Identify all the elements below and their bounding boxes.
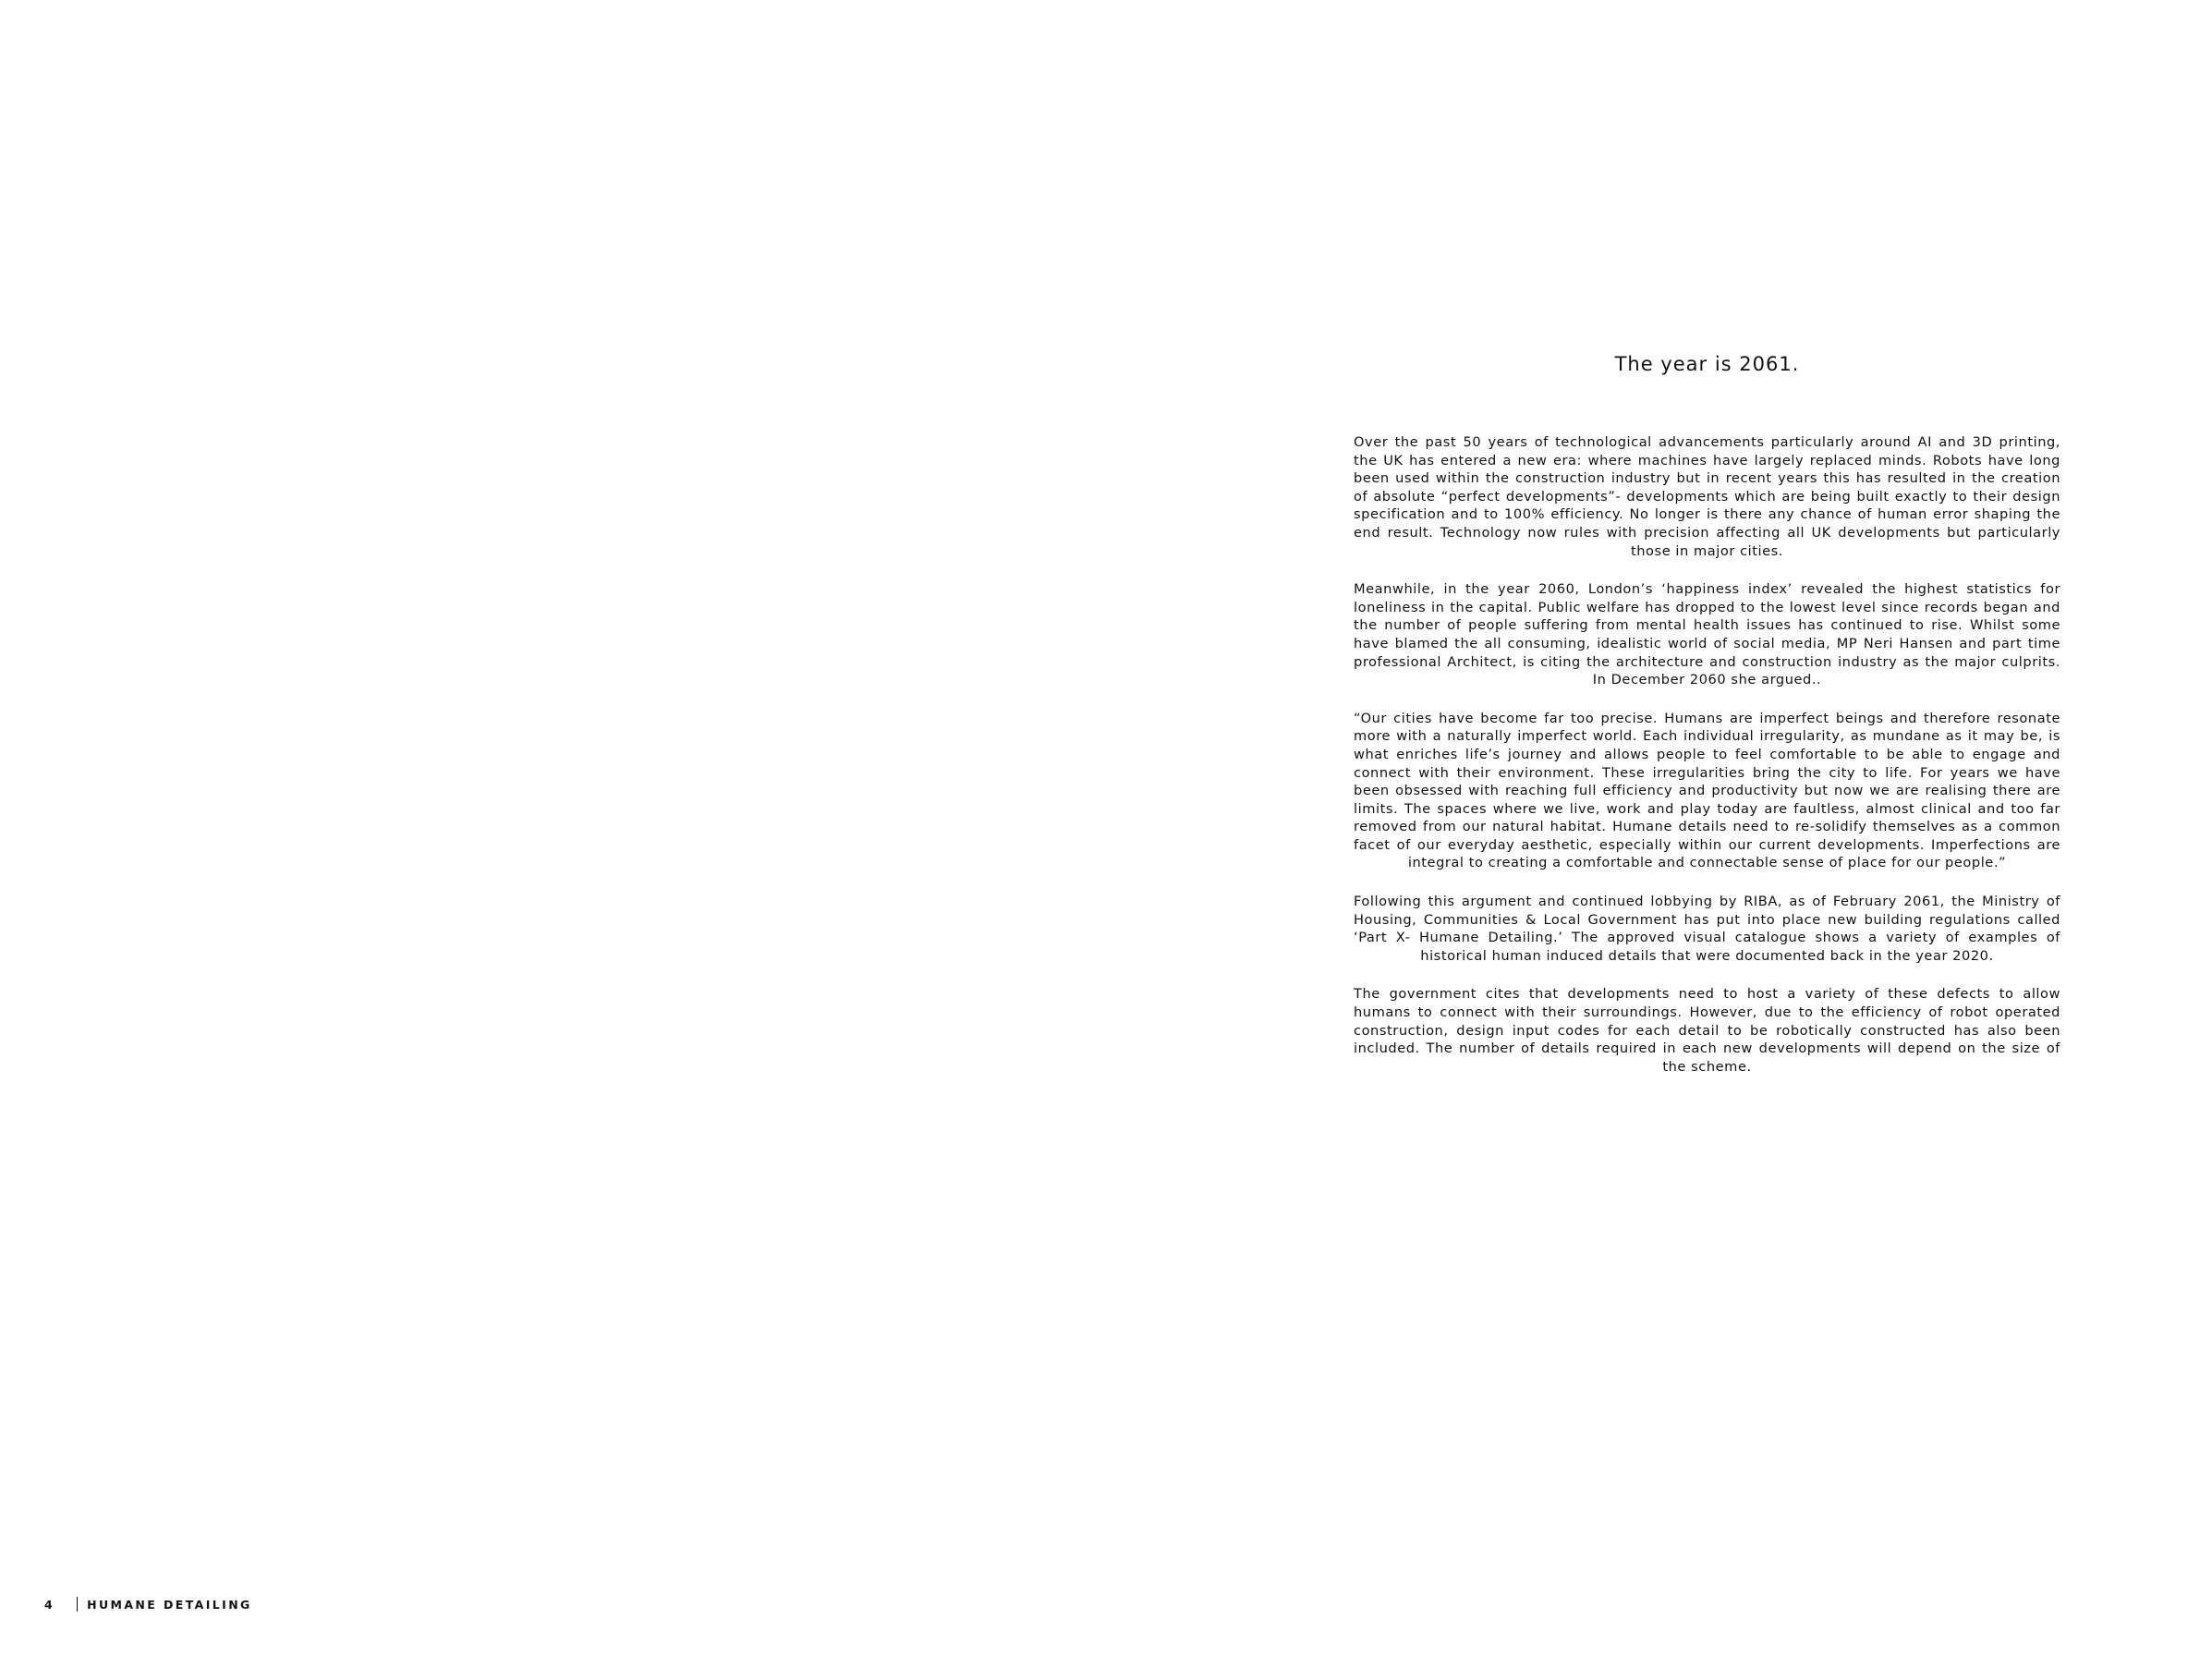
paragraph-quote: “Our cities have become far too precise. Humans are imperfect beings and therefore resonate more with a naturally imperfect world. Each individual irregularity, as mundane as it may be, is what enriches life’s journey and allows people to feel comfortable to be able to engage and connect with their environment. These irregularities bring the city to life. For years we have been obsessed with reaching full efficiency and productivity but now we are realising there are limits. The spaces where we live, work and play today are faultless, almost clinical and too far removed from our natural habitat. Humane details need to re-solidify themselves as a common facet of our everyday aesthetic, especially within our current developments. Imperfections are integral to creating a comfortable and connectable sense of place for our people.” (1354, 710, 2060, 871)
paragraph-regulations: Following this argument and continued lobbying by RIBA, as of February 2061, the Ministry of Housing, Communities & Local Government has put into place new building regulations called ‘Part X- Humane Detailing.’ The approved visual catalogue shows a variety of examples of historical human induced details that were documented back in the year 2020. (1354, 894, 2060, 964)
paragraph-intro: Over the past 50 years of technological advancements particularly around AI and 3D printing, the UK has entered a new era: where machines have largely replaced minds. Robots have long been used within the construction industry but in recent years this has resulted in the creation of absolute “perfect developments”- developments which are being built exactly to their design specification and to 100% efficiency. No longer is there any chance of human error shaping the end result. Technology now rules with precision affecting all UK developments but particularly those in major cities. (1354, 434, 2060, 559)
paragraph-government: The government cites that developments need to host a variety of these defects to allow humans to connect with their surroundings. However, due to the efficiency of robot operated construction, design input codes for each detail to be robotically constructed has also been included. The number of details required in each new developments will depend on the size of the scheme. (1354, 986, 2060, 1075)
footer-divider (77, 1597, 78, 1612)
page-number: 4 (44, 1597, 55, 1612)
page-footer (44, 1596, 252, 1612)
body-text (1354, 433, 2060, 1096)
paragraph-happiness-index: Meanwhile, in the year 2060, London’s ‘happiness index’ revealed the highest statistics for loneliness in the capital. Public welfare has dropped to the lowest level since records began and the number of people suffering from mental health issues has continued to rise. Whilst some have blamed the all consuming, idealistic world of social media, MP Neri Hansen and part time professional Architect, is citing the architecture and construction industry as the major culprits. In December 2060 she argued.. (1354, 581, 2060, 688)
page-title: The year is 2061. (1614, 353, 1800, 375)
running-title: HUMANE DETAILING (87, 1597, 252, 1612)
